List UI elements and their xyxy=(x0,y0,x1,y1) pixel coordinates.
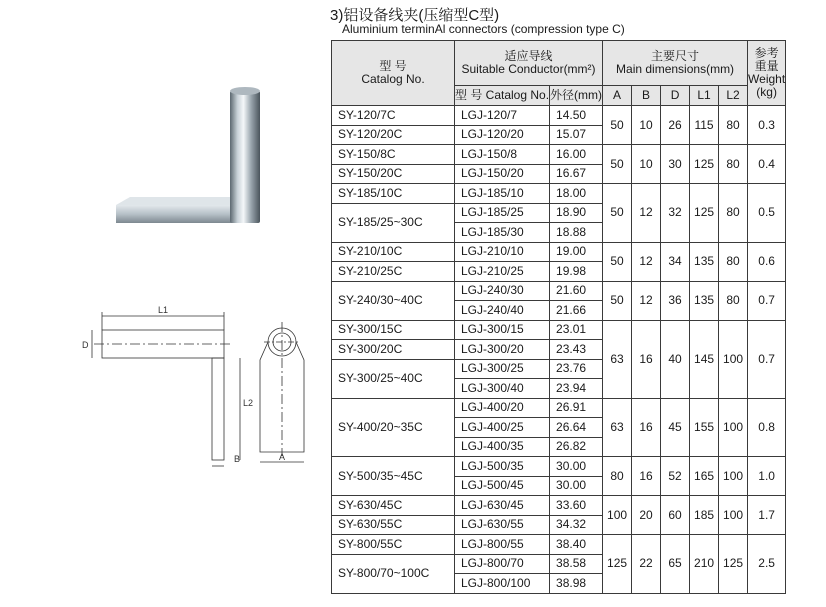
dim-l1-cell: 115 xyxy=(690,106,719,145)
header-weight-cn1: 参考 xyxy=(754,46,779,60)
catalog-cell: SY-300/25~40C xyxy=(332,359,455,398)
dim-l2-cell: 125 xyxy=(719,535,748,594)
conductor-cell: LGJ-150/20 xyxy=(455,164,550,184)
dim-l2-cell: 80 xyxy=(719,145,748,184)
conductor-cell: LGJ-400/20 xyxy=(455,398,550,418)
barrel-top xyxy=(230,87,260,95)
diameter-cell: 18.00 xyxy=(550,184,603,204)
diameter-cell: 30.00 xyxy=(550,476,603,496)
pad-shape xyxy=(116,197,244,205)
pad-face xyxy=(116,205,244,223)
dim-l1-cell: 155 xyxy=(690,398,719,457)
subheader-diameter: 外径(mm) xyxy=(550,86,603,106)
catalog-cell: SY-500/35~45C xyxy=(332,457,455,496)
catalog-cell: SY-150/8C xyxy=(332,145,455,165)
conductor-cell: LGJ-630/55 xyxy=(455,515,550,535)
side-view-drawing xyxy=(80,302,254,472)
diameter-cell: 23.43 xyxy=(550,340,603,360)
dim-b-cell: 16 xyxy=(632,320,661,398)
subheader-d: D xyxy=(661,86,690,106)
conductor-cell: LGJ-800/100 xyxy=(455,574,550,594)
header-catalog-cn: 型 号 xyxy=(379,59,407,73)
table-row xyxy=(332,281,786,301)
conductor-cell: LGJ-185/30 xyxy=(455,223,550,243)
diameter-cell: 34.32 xyxy=(550,515,603,535)
dim-d-cell: 36 xyxy=(661,281,690,320)
table-row xyxy=(332,242,786,262)
weight-cell: 1.0 xyxy=(748,457,786,496)
dim-b-cell: 16 xyxy=(632,457,661,496)
catalog-cell: SY-800/55C xyxy=(332,535,455,555)
subheader-catalog: 型 号 Catalog No. xyxy=(455,86,550,106)
conductor-cell: LGJ-300/15 xyxy=(455,320,550,340)
dim-a-cell: 63 xyxy=(603,320,632,398)
a-label: A xyxy=(279,452,286,462)
header-weight xyxy=(748,41,786,106)
header-weight-en: Weight xyxy=(748,72,786,86)
catalog-cell: SY-120/20C xyxy=(332,125,455,145)
weight-cell: 0.4 xyxy=(748,145,786,184)
conductor-cell: LGJ-120/20 xyxy=(455,125,550,145)
dim-a-cell: 50 xyxy=(603,145,632,184)
dim-l1-cell: 210 xyxy=(690,535,719,594)
spec-table xyxy=(331,40,786,594)
diameter-cell: 26.91 xyxy=(550,398,603,418)
weight-cell: 1.7 xyxy=(748,496,786,535)
diameter-cell: 38.98 xyxy=(550,574,603,594)
conductor-cell: LGJ-800/70 xyxy=(455,554,550,574)
header-dims-en: Main dimensions(mm) xyxy=(616,62,735,76)
conductor-cell: LGJ-300/20 xyxy=(455,340,550,360)
diameter-cell: 16.00 xyxy=(550,145,603,165)
dim-l2-cell: 100 xyxy=(719,320,748,398)
dim-l1-cell: 135 xyxy=(690,281,719,320)
dim-d-cell: 40 xyxy=(661,320,690,398)
diameter-cell: 19.98 xyxy=(550,262,603,282)
dim-d-cell: 52 xyxy=(661,457,690,496)
barrel-body xyxy=(230,91,260,223)
dim-b-cell: 22 xyxy=(632,535,661,594)
header-catalog xyxy=(332,41,455,106)
header-dimensions xyxy=(603,41,748,86)
conductor-cell: LGJ-630/45 xyxy=(455,496,550,516)
subheader-b: B xyxy=(632,86,661,106)
pad-outline xyxy=(212,358,224,460)
l2-label: L2 xyxy=(243,398,254,408)
diameter-cell: 23.76 xyxy=(550,359,603,379)
diameter-cell: 30.00 xyxy=(550,457,603,477)
page-subtitle: Aluminium terminAl connectors (compression type C) xyxy=(342,22,625,36)
conductor-cell: LGJ-120/7 xyxy=(455,106,550,126)
diameter-cell: 26.64 xyxy=(550,418,603,438)
dim-a-cell: 125 xyxy=(603,535,632,594)
dim-a-cell: 100 xyxy=(603,496,632,535)
conductor-cell: LGJ-240/40 xyxy=(455,301,550,321)
diameter-cell: 19.00 xyxy=(550,242,603,262)
table-row xyxy=(332,457,786,477)
catalog-cell: SY-185/25~30C xyxy=(332,203,455,242)
dim-l2-cell: 100 xyxy=(719,398,748,457)
table-row xyxy=(332,145,786,165)
dim-l1-cell: 185 xyxy=(690,496,719,535)
l1-label: L1 xyxy=(158,305,169,315)
diameter-cell: 38.58 xyxy=(550,554,603,574)
weight-cell: 0.7 xyxy=(748,320,786,398)
conductor-cell: LGJ-185/10 xyxy=(455,184,550,204)
diameter-cell: 16.67 xyxy=(550,164,603,184)
diameter-cell: 26.82 xyxy=(550,437,603,457)
diameter-cell: 15.07 xyxy=(550,125,603,145)
table-row xyxy=(332,184,786,204)
table-row xyxy=(332,535,786,555)
catalog-cell: SY-800/70~100C xyxy=(332,554,455,593)
conductor-cell: LGJ-400/25 xyxy=(455,418,550,438)
diameter-cell: 23.01 xyxy=(550,320,603,340)
catalog-cell: SY-300/20C xyxy=(332,340,455,360)
catalog-cell: SY-300/15C xyxy=(332,320,455,340)
dim-d-cell: 34 xyxy=(661,242,690,281)
dim-a-cell: 50 xyxy=(603,242,632,281)
dim-d-cell: 32 xyxy=(661,184,690,243)
catalog-cell: SY-185/10C xyxy=(332,184,455,204)
dim-l1-cell: 125 xyxy=(690,184,719,243)
dim-b-cell: 12 xyxy=(632,242,661,281)
catalog-cell: SY-210/25C xyxy=(332,262,455,282)
catalog-cell: SY-120/7C xyxy=(332,106,455,126)
conductor-cell: LGJ-500/35 xyxy=(455,457,550,477)
conductor-cell: LGJ-300/40 xyxy=(455,379,550,399)
dim-l1-cell: 135 xyxy=(690,242,719,281)
catalog-cell: SY-630/55C xyxy=(332,515,455,535)
conductor-cell: LGJ-185/25 xyxy=(455,203,550,223)
subheader-a: A xyxy=(603,86,632,106)
conductor-cell: LGJ-150/8 xyxy=(455,145,550,165)
dim-d-cell: 65 xyxy=(661,535,690,594)
catalog-cell: SY-150/20C xyxy=(332,164,455,184)
header-weight-unit: (kg) xyxy=(756,85,777,99)
page-title: 3)铝设备线夹(压缩型C型) xyxy=(330,7,500,24)
dim-b-cell: 12 xyxy=(632,281,661,320)
table-row xyxy=(332,106,786,126)
weight-cell: 2.5 xyxy=(748,535,786,594)
catalog-cell: SY-630/45C xyxy=(332,496,455,516)
dim-a-cell: 80 xyxy=(603,457,632,496)
d-label: D xyxy=(82,340,89,350)
header-catalog-en: Catalog No. xyxy=(361,72,425,86)
catalog-cell: SY-240/30~40C xyxy=(332,281,455,320)
dim-l2-cell: 100 xyxy=(719,457,748,496)
dim-d-cell: 30 xyxy=(661,145,690,184)
dim-a-cell: 50 xyxy=(603,184,632,243)
dim-b-cell: 12 xyxy=(632,184,661,243)
diameter-cell: 18.90 xyxy=(550,203,603,223)
weight-cell: 0.5 xyxy=(748,184,786,243)
conductor-cell: LGJ-210/10 xyxy=(455,242,550,262)
dim-b-cell: 16 xyxy=(632,398,661,457)
dim-a-cell: 50 xyxy=(603,281,632,320)
weight-cell: 0.7 xyxy=(748,281,786,320)
catalog-cell: SY-400/20~35C xyxy=(332,398,455,457)
weight-cell: 0.6 xyxy=(748,242,786,281)
dim-l2-cell: 80 xyxy=(719,281,748,320)
dim-l2-cell: 80 xyxy=(719,106,748,145)
dim-b-cell: 10 xyxy=(632,145,661,184)
dim-l2-cell: 100 xyxy=(719,496,748,535)
conductor-cell: LGJ-500/45 xyxy=(455,476,550,496)
conductor-cell: LGJ-800/55 xyxy=(455,535,550,555)
conductor-cell: LGJ-210/25 xyxy=(455,262,550,282)
dim-a-cell: 50 xyxy=(603,106,632,145)
weight-cell: 0.8 xyxy=(748,398,786,457)
diameter-cell: 14.50 xyxy=(550,106,603,126)
dim-l2-cell: 80 xyxy=(719,184,748,243)
header-conductor-cn: 适应导线 xyxy=(504,49,553,63)
table-row xyxy=(332,496,786,516)
connector-photo xyxy=(110,85,280,235)
dim-d-cell: 26 xyxy=(661,106,690,145)
dim-b-cell: 10 xyxy=(632,106,661,145)
table-row xyxy=(332,398,786,418)
dim-l1-cell: 145 xyxy=(690,320,719,398)
conductor-cell: LGJ-300/25 xyxy=(455,359,550,379)
header-weight-cn2: 重量 xyxy=(754,59,779,73)
spec-table-body xyxy=(332,106,786,594)
catalog-cell: SY-210/10C xyxy=(332,242,455,262)
header-conductor xyxy=(455,41,603,86)
dim-a-cell: 63 xyxy=(603,398,632,457)
dim-l1-cell: 165 xyxy=(690,457,719,496)
conductor-cell: LGJ-240/30 xyxy=(455,281,550,301)
subheader-l2: L2 xyxy=(719,86,748,106)
conductor-cell: LGJ-400/35 xyxy=(455,437,550,457)
dim-l2-cell: 80 xyxy=(719,242,748,281)
header-conductor-en: Suitable Conductor(mm²) xyxy=(461,62,596,76)
subheader-l1: L1 xyxy=(690,86,719,106)
dim-b-cell: 20 xyxy=(632,496,661,535)
diameter-cell: 21.66 xyxy=(550,301,603,321)
header-dims-cn: 主要尺寸 xyxy=(651,49,700,63)
dim-d-cell: 45 xyxy=(661,398,690,457)
b-label: B xyxy=(234,454,241,464)
weight-cell: 0.3 xyxy=(748,106,786,145)
dim-d-cell: 60 xyxy=(661,496,690,535)
table-row xyxy=(332,320,786,340)
front-view-drawing xyxy=(250,320,310,470)
diameter-cell: 18.88 xyxy=(550,223,603,243)
diameter-cell: 21.60 xyxy=(550,281,603,301)
diameter-cell: 38.40 xyxy=(550,535,603,555)
dim-l1-cell: 125 xyxy=(690,145,719,184)
diameter-cell: 33.60 xyxy=(550,496,603,516)
diameter-cell: 23.94 xyxy=(550,379,603,399)
